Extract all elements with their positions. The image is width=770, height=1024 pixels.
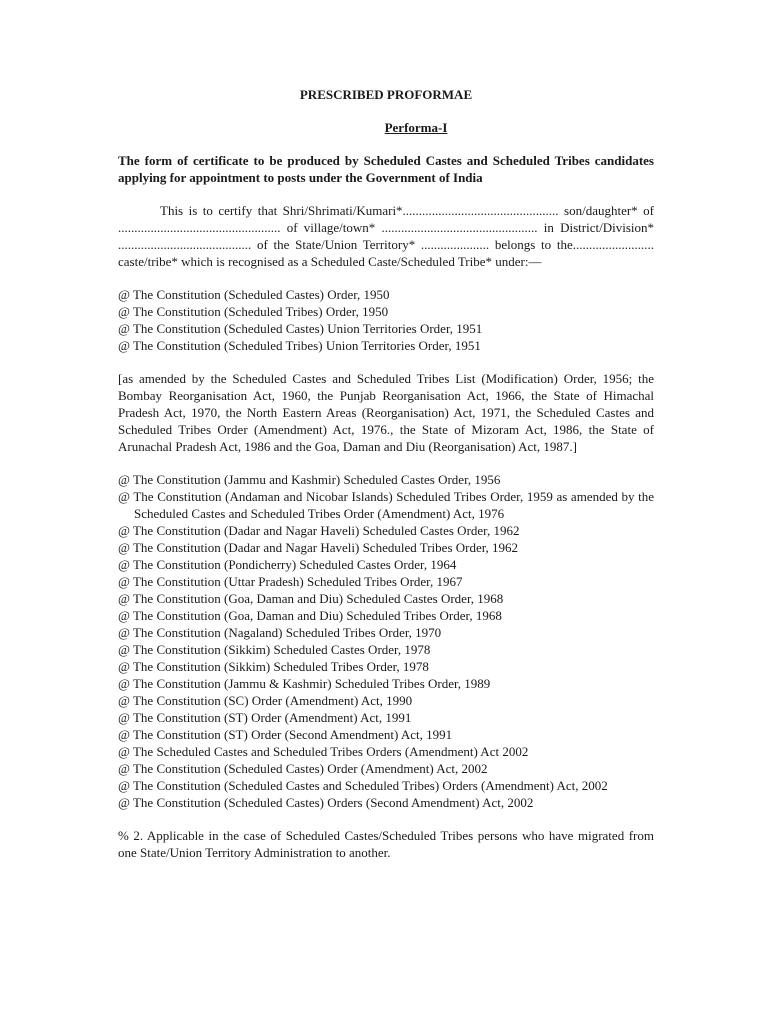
order-item: @ The Constitution (Andaman and Nicobar Islands) Scheduled Tribes Order, 1959 as amended by the Scheduled Castes and Scheduled Tribes Order (Amendment) Act, 1976 [118,489,654,521]
document-subtitle: Performa-I [384,120,448,135]
order-item: @ The Constitution (Scheduled Castes and Scheduled Tribes) Orders (Amendment) Act, 2002 [118,778,608,793]
order-item: @ The Constitution (SC) Order (Amendment) Act, 1990 [118,693,413,708]
certificate-intro: The form of certificate to be produced by Scheduled Castes and Scheduled Tribes candidates applying for appointment to posts under the Government of India [118,153,654,185]
applicability-note: % 2. Applicable in the case of Scheduled Castes/Scheduled Tribes persons who have migrated from one State/Union Territory Administration to another. [118,828,654,860]
order-item: @ The Constitution (Dadar and Nagar Haveli) Scheduled Tribes Order, 1962 [118,540,519,555]
order-item: @ The Constitution (Scheduled Tribes) Union Territories Order, 1951 [118,338,481,353]
order-item: @ The Constitution (Jammu and Kashmir) Scheduled Castes Order, 1956 [118,472,501,487]
order-item: @ The Constitution (Dadar and Nagar Haveli) Scheduled Castes Order, 1962 [118,523,520,538]
orders-list-primary [118,286,654,354]
order-item: @ The Constitution (Pondicherry) Scheduled Castes Order, 1964 [118,557,457,572]
order-item: @ The Constitution (Scheduled Tribes) Order, 1950 [118,304,389,319]
order-item: @ The Constitution (Scheduled Castes) Union Territories Order, 1951 [118,321,483,336]
order-item: @ The Constitution (ST) Order (Second Amendment) Act, 1991 [118,727,453,742]
document-page [118,86,654,861]
order-item: @ The Scheduled Castes and Scheduled Tribes Orders (Amendment) Act 2002 [118,744,529,759]
orders-list-secondary [118,471,654,811]
order-item: @ The Constitution (Scheduled Castes) Order (Amendment) Act, 2002 [118,761,488,776]
order-item: @ The Constitution (Sikkim) Scheduled Castes Order, 1978 [118,642,431,657]
order-item: @ The Constitution (Sikkim) Scheduled Tribes Order, 1978 [118,659,429,674]
amendments-paragraph: [as amended by the Scheduled Castes and Scheduled Tribes List (Modification) Order, 1956; the Bombay Reorganisation Act, 1960, the Punjab Reorganisation Act, 1966, the State of Himachal Pradesh Act, 1970, the North Eastern Areas (Reorganisation) Act, 1971, the Scheduled Castes and Scheduled Tribes Order (Amendment) Act, 1976., the State of Mizoram Act, 1986, the State of Arunachal Pradesh Act, 1986 and the Goa, Daman and Diu (Reorganisation) Act, 1987.] [118,371,654,454]
order-item: @ The Constitution (Nagaland) Scheduled Tribes Order, 1970 [118,625,442,640]
order-item: @ The Constitution (Goa, Daman and Diu) Scheduled Castes Order, 1968 [118,591,504,606]
certify-paragraph: This is to certify that Shri/Shrimati/Kumari*................................................ son/daughter* of .................................................. of village/town* ................................................ in District/Division* ......................................... of the State/Union Territory* ..................... belongs to the......................... caste/tribe* which is recognised as a Scheduled Caste/Scheduled Tribe* under:— [118,203,654,269]
order-item: @ The Constitution (Jammu & Kashmir) Scheduled Tribes Order, 1989 [118,676,491,691]
order-item: @ The Constitution (Goa, Daman and Diu) Scheduled Tribes Order, 1968 [118,608,502,623]
order-item: @ The Constitution (Scheduled Castes) Order, 1950 [118,287,390,302]
order-item: @ The Constitution (Scheduled Castes) Orders (Second Amendment) Act, 2002 [118,795,534,810]
order-item: @ The Constitution (ST) Order (Amendment) Act, 1991 [118,710,412,725]
order-item: @ The Constitution (Uttar Pradesh) Scheduled Tribes Order, 1967 [118,574,463,589]
document-title: PRESCRIBED PROFORMAE [299,87,473,102]
